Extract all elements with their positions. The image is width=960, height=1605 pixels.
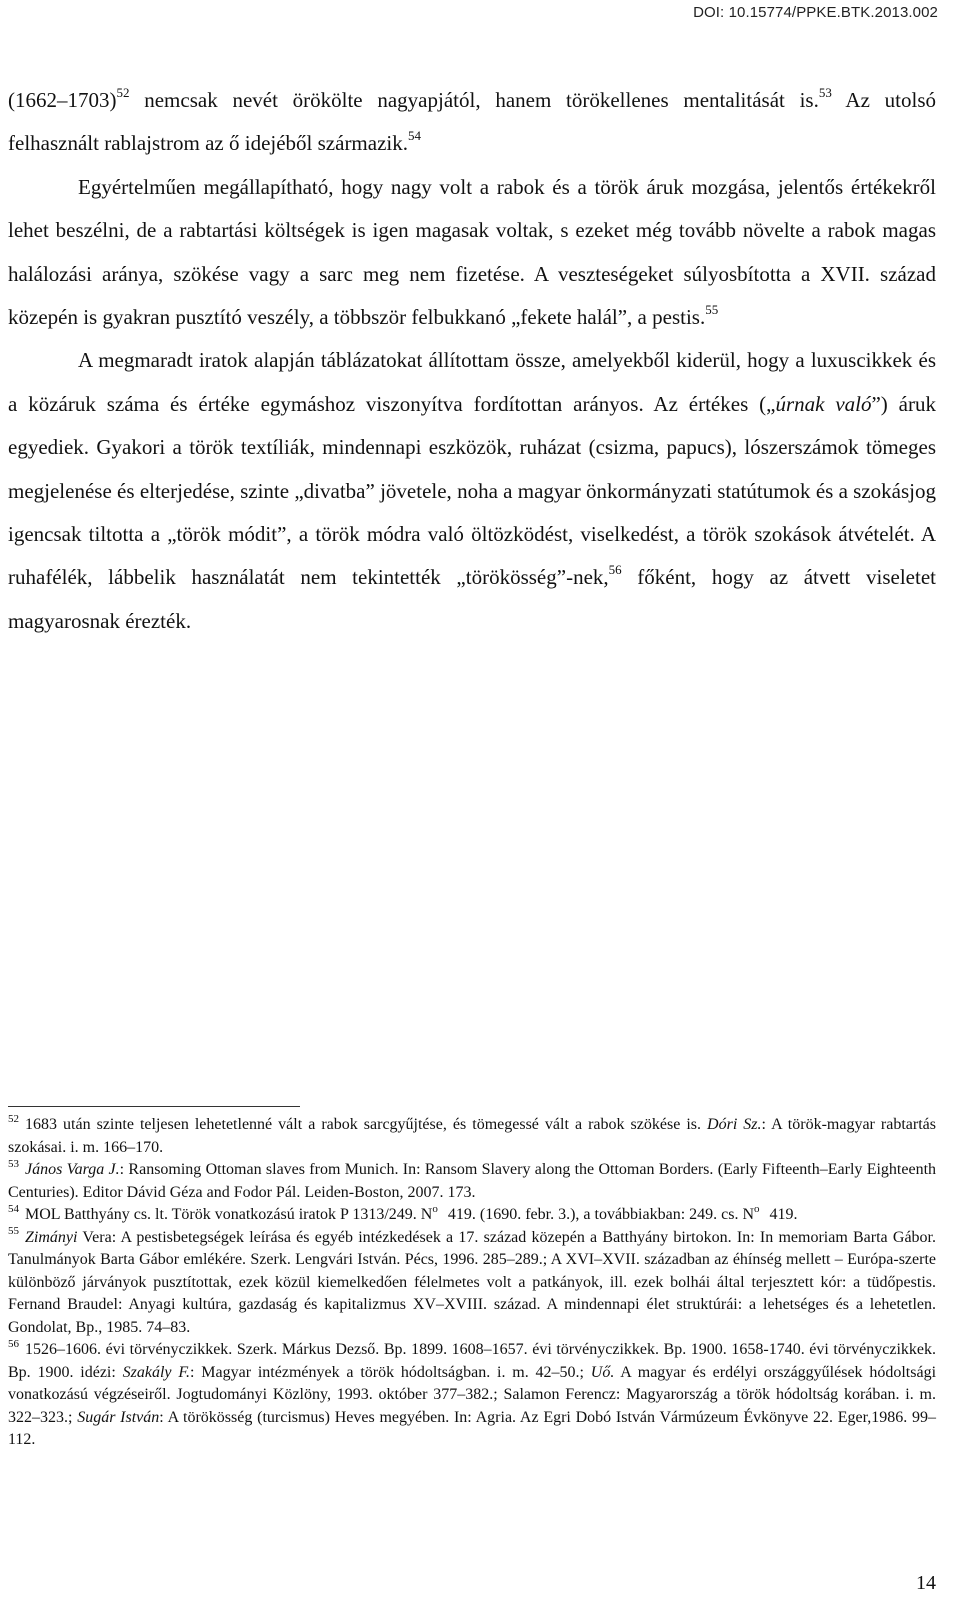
footnote-ref-55: 55 — [705, 302, 719, 318]
footnote-55: $^{55}$ Zimányi Vera: A pestisbetegségek leírása és egyéb intézkedések a 17. század közepén a Batthyány birtokon. In: In memoriam Barta Gábor. Tanulmányok Barta Gábor emlékére. Szerk. Lengvári István. Pécs, 1996. 285–289.; A XVI–XVII. században az éhínség mellett – Európa-szerte különböző járványok pusztítottak, ezek közül kiemelkedően félelmetes volt a patkányok, ill. ezek bolhái által terjesztett kór: a tüdőpestis. Fernand Braudel: Anyagi kultúra, gazdaság és kapitalizmus XV–XVIII. század. A mindennapi élet struktúrái: a lehetséges és a lehetetlen. Gondolat, Bp., 1985. 74–83. — [8, 1225, 936, 1336]
paragraph-3: A megmaradt iratok alapján táblázatokat állítottam össze, amelyekből kiderül, hogy a luxuscikkek és a közáruk száma és értéke egymáshoz viszonyítva fordítottan arányos. Az értékes („úrnak való”) áruk egyediek. Gyakori a török textíliák, mindennapi eszközök, ruházat (csizma, papucs), lószerszámok tömeges megjelenése és elterjedése, szinte „divatba” jövetele, noha a magyar önkormányzati statútumok és a szokásjog igencsak tiltotta a „török módit”, a török módra való öltözködést, viselkedést, a török szokások átvételét. A ruhafélék, lábbelik használatát nem tekintették „törökösség”-nek,$^{56}$ főként, hogy az átvett viseletet magyarosnak érezték. — [8, 348, 936, 633]
footnotes — [8, 1114, 936, 1452]
footnote-53: $^{53}$ János Varga J.: Ransoming Ottoman slaves from Munich. In: Ransom Slavery along the Ottoman Borders. (Early Fifteenth–Early Eighteenth Centuries). Editor Dávid Géza and Fodor Pál. Leiden-Boston, 2007. 173. — [8, 1157, 937, 1201]
paragraph-2: Egyértelműen megállapítható, hogy nagy volt a rabok és a török áruk mozgása, jelentős értékekről lehet beszélni, de a rabtartási költségek is igen magasak voltak, s ezeket még tovább növelte a rabok magas halálozási aránya, szökése vagy a sarc meg nem fizetése. A veszteségeket súlyosbította a XVII. század közepén is gyakran pusztító veszély, a többször felbukkanó „fekete halál”, a pestis.$^{55}$ — [8, 174, 936, 330]
footnote-separator — [8, 1106, 300, 1107]
footnote-ref-53: 53 — [818, 85, 832, 100]
footnote-56: $^{56}$ 1526–1606. évi törvényczikkek. Szerk. Márkus Dezső. Bp. 1899. 1608–1657. évi törvényczikkek. Bp. 1900. 1658-1740. évi törvényczikkek. Bp. 1900. idézi: Szakály F.: Magyar intézmények a török hódoltságban. i. m. 42–50.; Uő. A magyar és erdélyi országgyűlések hódoltsági vonatkozású végzéseiről. Jogtudományi Közlöny, 1993. október 377–382.; Salamon Ferencz: Magyarország a török hódoltság korában. i. m. 322–323.; Sugár István: A törökösség (turcismus) Heves megyében. In: Agria. Az Egri Dobó István Vármúzeum Évkönyve 22. Eger,1986. 99–112. — [8, 1337, 937, 1448]
main-text — [8, 79, 936, 643]
footnote-ref-54: 54 — [408, 128, 421, 144]
paragraph-1: (1662–1703)$^{52}$ nemcsak nevét örökölte nagyapjától, hanem törökellenes mentalitását is.$^{53}$ Az utolsó felhasznált rablajstrom az ő idejéből származik.$^{54}$ — [8, 85, 936, 156]
doi-header: DOI: 10.15774/PPKE.BTK.2013.002 — [693, 4, 938, 21]
footnote-ref-56: 56 — [608, 562, 622, 578]
footnote-52: $^{52}$ 1683 után szinte teljesen lehetetlenné vált a rabok sarcgyűjtése, és tömegessé vált a rabok szökése is. Dóri Sz.: A török-magyar rabtartás szokásai. i. m. 166–170. — [8, 1112, 936, 1156]
footnote-54: $^{54}$ MOL Batthyány cs. lt. Török vonatkozású iratok P 1313/249. $N^o$ 419. (1690. febr. 3.), a továbbiakban: 249. cs. $N^o$ 419. — [8, 1202, 798, 1223]
footnote-ref-52: 52 — [116, 85, 130, 100]
page-number: 14 — [916, 1572, 936, 1594]
